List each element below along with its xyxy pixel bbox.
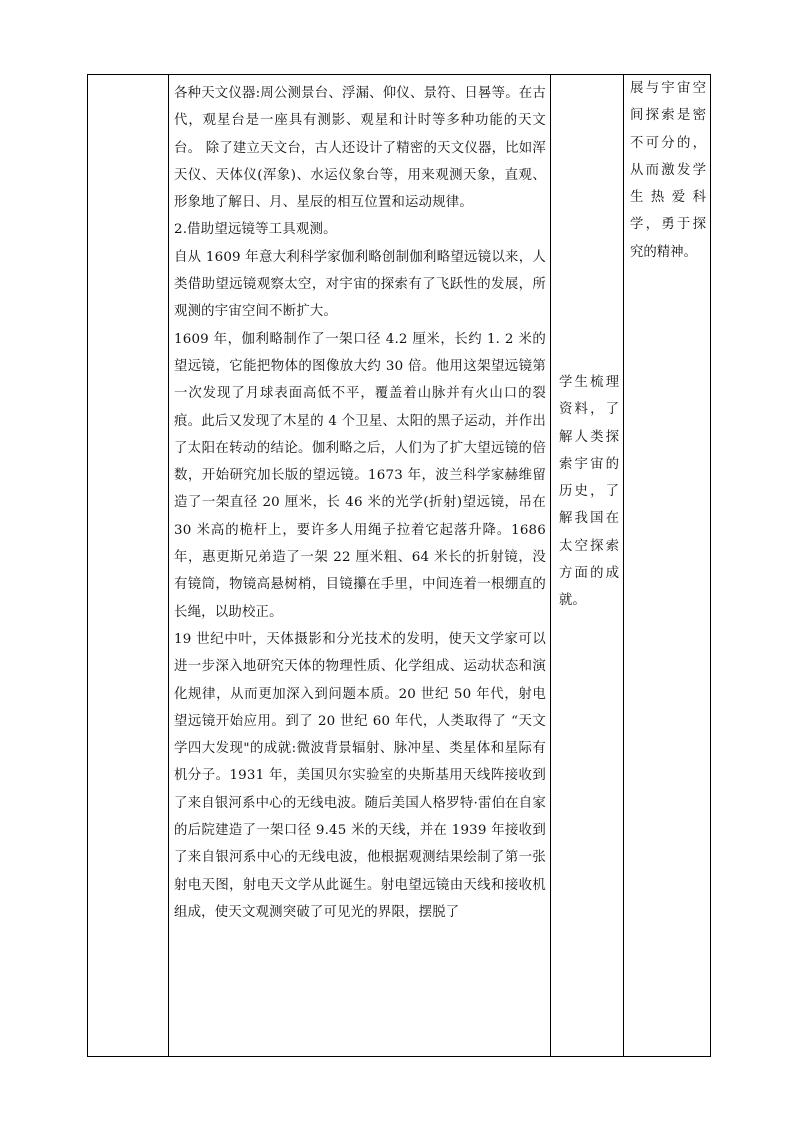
content-paragraph: 各种天文仪器:周公测景台、浮漏、仰仪、景符、日晷等。在古代，观星台是一座具有测影、观星和计时等多种功能的天文台。 除了建立天文台，古人还设计了精密的天文仪器，比如浑天仪、天体仪(浑象)、水运仪象台等，用来观测天象，直观、形象地了解日、月、星辰的相互位置和运动规律。 <box>174 86 546 211</box>
lesson-plan-table <box>87 74 711 1057</box>
design-intent-cell <box>624 75 711 1057</box>
table-row <box>88 75 711 1057</box>
content-paragraph: 自从 1609 年意大利科学家伽利略创制伽利略望远镜以来，人类借助望远镜观察太空，对宇宙的探索有了飞跃性的发展，所观测的宇宙空间不断扩大。 <box>174 249 546 320</box>
student-activity-text: 学生梳理资料，了解人类探索宇宙的历史，了解我国在太空探索方面的成就。 <box>559 375 619 609</box>
stage-cell <box>88 75 169 1057</box>
content-paragraph: 1609 年，伽利略制作了一架口径 4.2 厘米，长约 1. 2 米的望远镜，它能把物体的图像放大约 30 倍。他用这架望远镜第一次发现了月球表面高低不平，覆盖着山脉并有火山口的裂痕。此后又发现了木星的 4 个卫星、太阳的黑子运动，并作出了太阳在转动的结论。伽利略之后，人们为了扩大望远镜的倍数，开始研究加长版的望远镜。1673 年，波兰科学家赫维留造了一架直径 20 厘米，长 46 米的光学(折射)望远镜，吊在 30 米高的桅杆上，要许多人用绳子拉着它起落升降。1686 年，惠更斯兄弟造了一架 22 厘米粗、64 米长的折射镜，没有镜筒，物镜高悬树梢，目镜攥在手里，中间连着一根绷直的长绳，以助校正。 <box>174 331 546 620</box>
teaching-content <box>169 75 550 926</box>
student-activity-cell <box>551 75 624 1057</box>
content-paragraph: 2.借助望远镜等工具观测。 <box>174 222 337 238</box>
content-paragraph: 19 世纪中叶，天体摄影和分光技术的发明，使天文学家可以进一步深入地研究天体的物理性质、化学组成、运动状态和演化规律，从而更加深入到问题本质。20 世纪 50 年代，射电望远镜开始应用。到了 20 世纪 60 年代，人类取得了 “天文学四大发现"的成就:微波背景辐射、脉冲星、类星体和星际有机分子。1931 年，美国贝尔实验室的央斯基用天线阵接收到了来自银河系中心的无线电波。随后美国人格罗特·雷伯在自家的后院建造了一架口径 9.45 米的天线，并在 1939 年接收到了来自银河系中心的无线电波，他根据观测结果绘制了第一张射电天图，射电天文学从此诞生。射电望远镜由天线和接收机组成，使天文观测突破了可见光的界限，摆脱了 <box>174 631 546 920</box>
design-intent-text: 展与宇宙空间探索是密不可分的，从而激发学生热爱科学，勇于探究的精神。 <box>630 81 706 260</box>
teaching-content-cell <box>169 75 551 1057</box>
